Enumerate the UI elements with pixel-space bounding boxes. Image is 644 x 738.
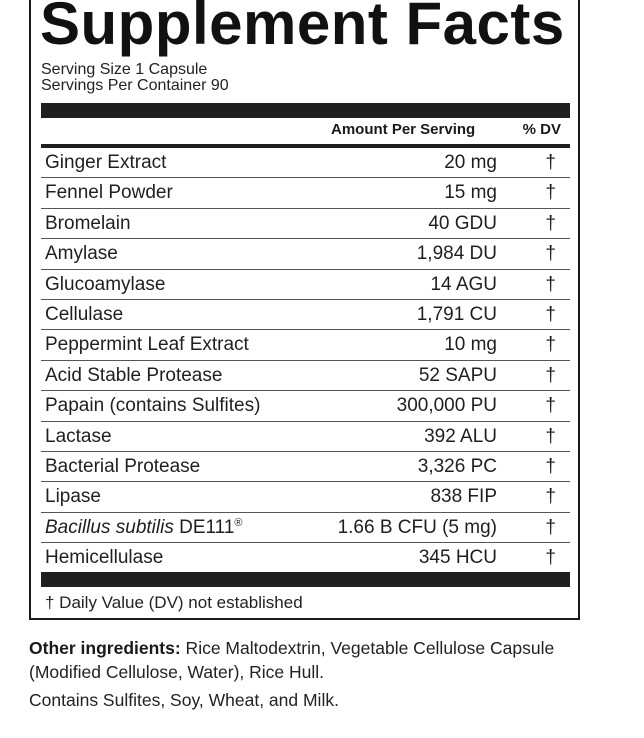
- ingredient-name: Bacterial Protease: [45, 455, 201, 477]
- ingredient-table: [41, 148, 570, 573]
- table-row: [41, 422, 570, 452]
- ingredient-dv: †: [545, 516, 556, 538]
- ingredient-amount: 1.66 B CFU (5 mg): [337, 516, 497, 538]
- ingredient-amount: 40 GDU: [428, 212, 497, 234]
- table-row: [41, 148, 570, 178]
- amount-per-serving-header: Amount Per Serving: [331, 121, 476, 138]
- ingredient-amount: 1,791 CU: [416, 303, 497, 325]
- column-header-row: [41, 118, 570, 148]
- ingredient-amount: 1,984 DU: [416, 243, 497, 265]
- other-ingredients-text: Rice Maltodextrin, Vegetable Cellulose Capsule (Modified Cellulose, Water), Rice Hull.: [29, 638, 555, 682]
- ingredient-dv: †: [545, 273, 556, 295]
- ingredient-dv: †: [545, 212, 556, 234]
- supplement-facts-panel: [29, 0, 580, 620]
- ingredient-dv: †: [545, 303, 556, 325]
- ingredient-dv: †: [545, 152, 556, 173]
- ingredient-name: Peppermint Leaf Extract: [45, 334, 249, 356]
- table-row: [41, 178, 570, 208]
- panel-title: Supplement Facts: [40, 0, 565, 57]
- other-ingredients: [29, 636, 619, 684]
- table-row: [41, 330, 570, 360]
- ingredient-name: [45, 517, 243, 539]
- table-row: [41, 239, 570, 269]
- table-row: [41, 209, 570, 239]
- serving-info: [41, 62, 229, 94]
- ingredient-dv: †: [545, 486, 556, 508]
- ingredient-dv: †: [545, 243, 556, 265]
- ingredient-name: Acid Stable Protease: [45, 364, 223, 386]
- ingredient-amount: 20 mg: [444, 152, 497, 173]
- ingredient-amount: 392 ALU: [424, 425, 497, 447]
- table-row: [41, 513, 570, 543]
- table-row: [41, 543, 570, 573]
- table-row: [41, 361, 570, 391]
- ingredient-dv: †: [545, 334, 556, 356]
- ingredient-amount: 52 SAPU: [418, 364, 497, 386]
- ingredient-name-strain: DE111: [173, 516, 235, 538]
- other-ingredients-label: Other ingredients:: [29, 638, 181, 658]
- ingredient-name: Glucoamylase: [45, 273, 166, 295]
- serving-size: Serving Size 1 Capsule: [41, 61, 208, 78]
- ingredient-amount: 3,326 PC: [417, 455, 497, 477]
- ingredient-name: Amylase: [45, 243, 118, 265]
- registered-mark: ®: [234, 516, 243, 529]
- ingredient-name: Bromelain: [45, 212, 131, 234]
- ingredient-amount: 14 AGU: [430, 273, 497, 295]
- top-divider-bar: [41, 103, 570, 118]
- table-row: [41, 391, 570, 421]
- table-row: [41, 270, 570, 300]
- ingredient-name: Fennel Powder: [45, 182, 173, 204]
- percent-dv-header: % DV: [522, 121, 561, 138]
- ingredient-amount: 10 mg: [444, 334, 497, 356]
- table-row: [41, 300, 570, 330]
- ingredient-dv: †: [545, 364, 556, 386]
- dv-footnote: † Daily Value (DV) not established: [45, 593, 303, 612]
- ingredient-dv: †: [545, 425, 556, 447]
- servings-per-container: Servings Per Container 90: [41, 77, 229, 94]
- ingredient-name: Papain (contains Sulfites): [45, 395, 261, 417]
- ingredient-dv: †: [545, 395, 556, 417]
- ingredient-dv: †: [545, 547, 556, 569]
- ingredient-name-italic: Bacillus subtilis: [45, 516, 174, 538]
- table-row: [41, 452, 570, 482]
- ingredient-name: Lactase: [45, 425, 112, 447]
- ingredient-name: Lipase: [45, 486, 101, 508]
- ingredient-amount: 345 HCU: [418, 547, 497, 569]
- allergen-statement: Contains Sulfites, Soy, Wheat, and Milk.: [29, 690, 339, 710]
- ingredient-amount: 300,000 PU: [396, 395, 497, 417]
- ingredient-amount: 15 mg: [444, 182, 497, 204]
- ingredient-name: Cellulase: [45, 303, 124, 325]
- ingredient-dv: †: [545, 182, 556, 204]
- bottom-divider-bar: [41, 572, 570, 587]
- table-row: [41, 482, 570, 512]
- ingredient-dv: †: [545, 455, 556, 477]
- ingredient-name: Ginger Extract: [45, 152, 167, 173]
- ingredient-amount: 838 FIP: [430, 486, 497, 508]
- ingredient-name: Hemicellulase: [45, 547, 164, 569]
